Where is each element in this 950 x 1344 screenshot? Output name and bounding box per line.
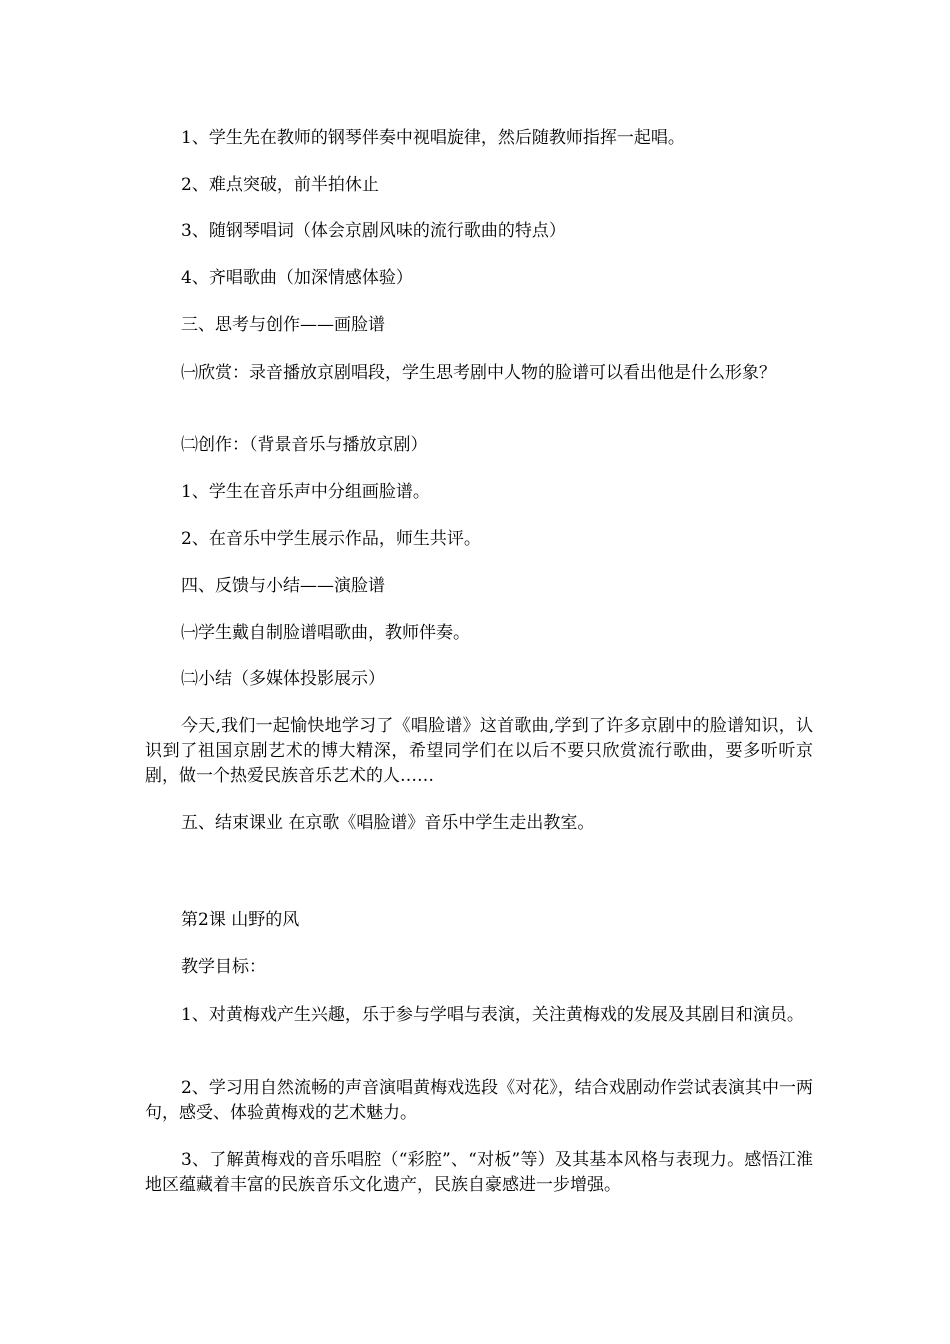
goal-3: 3、了解黄梅戏的音乐唱腔（“彩腔”、“对板”等）及其基本风格与表现力。感悟江淮地区蕴藏着丰富的民族音乐文化遗产，民族自豪感进一步增强。 bbox=[145, 1150, 813, 1195]
teaching-goals-heading: 教学目标： bbox=[181, 957, 266, 977]
document-page bbox=[145, 0, 813, 1344]
goal-1: 1、对黄梅戏产生兴趣，乐于参与学唱与表演，关注黄梅戏的发展及其剧目和演员。 bbox=[181, 1005, 804, 1025]
paragraph-wear-masks: ㈠学生戴自制脸谱唱歌曲，教师伴奏。 bbox=[181, 623, 470, 643]
section-heading-feedback-summary: 四、反馈与小结——演脸谱 bbox=[181, 576, 385, 596]
paragraph-appreciation: ㈠欣赏：录音播放京剧唱段，学生思考剧中人物的脸谱可以看出他是什么形象？ bbox=[181, 363, 776, 383]
paragraph-step-2-difficulty: 2、难点突破，前半拍休止 bbox=[181, 175, 379, 195]
paragraph-step-1-sight-singing: 1、学生先在教师的钢琴伴奏中视唱旋律，然后随教师指挥一起唱。 bbox=[181, 128, 685, 148]
paragraph-creation: ㈡创作：（背景音乐与播放京剧） bbox=[181, 435, 428, 455]
paragraph-summary: ㈡小结（多媒体投影展示） bbox=[181, 669, 385, 689]
paragraph-group-drawing: 1、学生在音乐声中分组画脸谱。 bbox=[181, 482, 430, 502]
section-heading-end-class: 五、结束课业 在京歌《唱脸谱》音乐中学生走出教室。 bbox=[181, 813, 595, 833]
lesson-title: 第2课 山野的风 bbox=[181, 910, 300, 930]
section-heading-think-create: 三、思考与创作——画脸谱 bbox=[181, 315, 385, 335]
paragraph-conclusion: 今天,我们一起愉快地学习了《唱脸谱》这首歌曲,学到了许多京剧中的脸谱知识，认识到了祖国京剧艺术的博大精深，希望同学们在以后不要只欣赏流行歌曲，要多听听京剧，做一个热爱民族音乐艺术的人…… bbox=[145, 716, 813, 786]
paragraph-step-4-chorus: 4、齐唱歌曲（加深情感体验） bbox=[181, 268, 413, 288]
paragraph-step-3-lyrics: 3、随钢琴唱词（体会京剧风味的流行歌曲的特点） bbox=[181, 221, 566, 241]
paragraph-showcase: 2、在音乐中学生展示作品，师生共评。 bbox=[181, 529, 481, 549]
goal-2: 2、学习用自然流畅的声音演唱黄梅戏选段《对花》，结合戏剧动作尝试表演其中一两句，感受、体验黄梅戏的艺术魅力。 bbox=[145, 1078, 813, 1123]
